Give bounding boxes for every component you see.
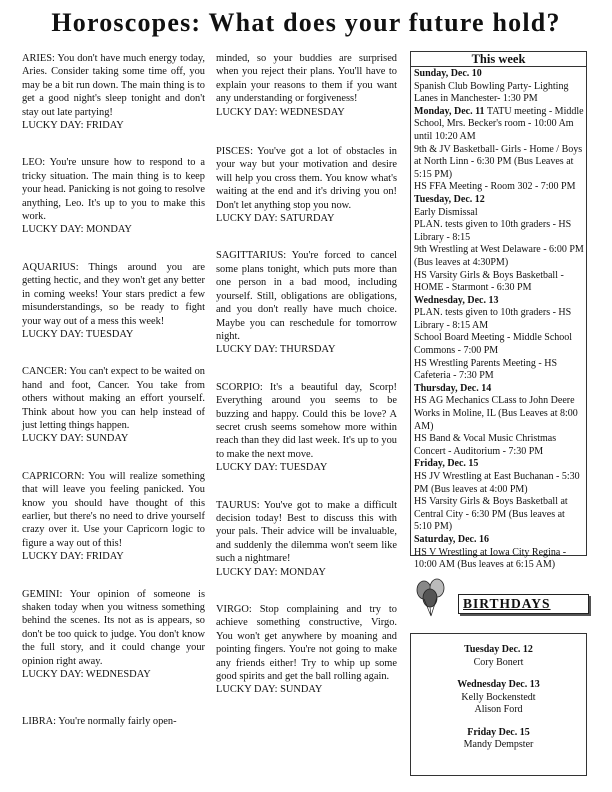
week-event: HS Band & Vocal Music Christmas Concert - Auditorium - 7:30 PM xyxy=(414,433,557,457)
lucky-day: LUCKY DAY: WEDNESDAY xyxy=(22,669,151,681)
horoscope-text: GEMINI: Your opinion of someone is shaken today when you witness something behind the scenes. Its not as is appears, so don't be too quick to judge. You don't know the full story, and it could change your opinion right away. xyxy=(22,588,205,667)
horoscope-text-libra-start: LIBRA: You're normally fairly open- xyxy=(22,716,177,728)
lucky-day: LUCKY DAY: TUESDAY xyxy=(216,462,328,474)
birthday-name: Cory Bonert xyxy=(473,656,524,668)
week-event: HS Varsity Girls & Boys Basketball at Central City - 6:30 PM (Bus leaves at 5:10 PM) xyxy=(414,496,568,533)
horoscope-text: TAURUS: You've got to make a difficult decision today! Best to discuss this with your pals. Their advice will be invaluable, and suddenly the dilemma won't seem like such a nightmare! xyxy=(216,499,397,565)
horoscope-column-right xyxy=(216,52,397,721)
week-event: HS Varsity Girls & Boys Basketball - HOME - Starmont - 6:30 PM xyxy=(414,269,564,294)
lucky-day: LUCKY DAY: SATURDAY xyxy=(216,213,335,225)
balloons-icon xyxy=(410,578,454,620)
lucky-day: LUCKY DAY: FRIDAY xyxy=(22,120,124,132)
horoscope-entry xyxy=(22,588,205,682)
birthday-date: Tuesday Dec. 12 xyxy=(464,644,533,655)
birthday-date: Friday Dec. 15 xyxy=(467,726,530,738)
week-event: Spanish Club Bowling Party- Lighting Lanes in Manchester- 1:30 PM xyxy=(414,80,569,105)
birthday-name: Mandy Dempster xyxy=(463,739,534,750)
week-day xyxy=(414,106,584,144)
week-event: 9th Wrestling at West Delaware - 6:00 PM (Bus leaves at 4:30PM) xyxy=(414,244,584,268)
horoscope-entry xyxy=(216,52,397,119)
birthday-group xyxy=(411,679,586,717)
birthdays-heading-text: BIRTHDAYS xyxy=(463,596,551,611)
week-event: HS Wrestling Parents Meeting - HS Cafeteria - 7:30 PM xyxy=(414,357,558,382)
week-day xyxy=(414,534,584,547)
horoscope-entry xyxy=(216,249,397,356)
horoscope-entry xyxy=(216,603,397,697)
horoscope-entry xyxy=(22,52,205,132)
horoscope-text: SCORPIO: It's a beautiful day, Scorp! Everything around you seems to be buzzing and happy. Could this be love? A secret crush seems somehow more within reach than they did last week. It's up to you to make the next move. xyxy=(216,381,397,460)
horoscope-entry xyxy=(22,365,205,445)
this-week-heading: This week xyxy=(411,52,586,67)
week-day xyxy=(414,68,584,81)
horoscope-text: VIRGO: Stop complaining and try to achieve something constructive, Virgo. You won't get anywhere by moaning and pointing fingers. You're not going to make any friends either! Try to whip up some good spirits and get the ball rolling again. xyxy=(216,604,397,683)
horoscope-column-left xyxy=(22,52,205,729)
week-day-label: Sunday, Dec. 10 xyxy=(414,68,482,79)
horoscope-entry xyxy=(216,499,397,579)
week-event: HS V Wrestling at Iowa City Regina - 10:00 AM (Bus leaves at 6:15 AM) xyxy=(414,546,567,571)
horoscope-text: ARIES: You don't have much energy today, Aries. Consider taking some time off, you may be a bit run down. The main thing is to get a good night's sleep tonight and don't stay out late partying! xyxy=(22,53,205,118)
week-event: School Board Meeting - Middle School Commons - 7:00 PM xyxy=(414,332,573,357)
horoscope-entry xyxy=(22,261,205,341)
lucky-day: LUCKY DAY: FRIDAY xyxy=(22,551,124,563)
birthday-group xyxy=(411,727,586,752)
birthdays-box xyxy=(410,633,587,776)
birthday-name: Alison Ford xyxy=(474,704,523,715)
horoscope-text-libra-rest: minded, so your buddies are surprised when you reject their plans. You'll have to explain your reasons to them if you want any understanding or forgiveness! xyxy=(216,53,397,105)
lucky-day: LUCKY DAY: SUNDAY xyxy=(22,433,129,445)
horoscope-entry xyxy=(216,381,397,475)
birthdays-banner xyxy=(410,588,585,616)
week-event: 9th & JV Basketball- Girls - Home / Boys at North Linn - 6:30 PM (Bus Leaves at 5:15 PM) xyxy=(414,143,583,180)
lucky-day: LUCKY DAY: MONDAY xyxy=(216,566,326,578)
week-day xyxy=(414,295,584,308)
week-event: HS JV Wrestling at East Buchanan - 5:30 PM (Bus leaves at 4:00 PM) xyxy=(414,471,580,495)
birthday-date: Wednesday Dec. 13 xyxy=(457,679,540,690)
horoscope-text: AQUARIUS: Things around you are getting hectic, and they won't get any better in coming weeks! Your stars predict a few misunderstandings, so be ready to fight your way out of a mess this week! xyxy=(22,261,205,327)
lucky-day: LUCKY DAY: TUESDAY xyxy=(22,328,134,340)
lucky-day: LUCKY DAY: THURSDAY xyxy=(216,344,336,356)
horoscope-text: CAPRICORN: You will realize something that will leave you feeling panicked. You know you should have thought of this earlier, but there's no need to drive yourself crazy over it. Use your Capricorn logic to figure a way out of this! xyxy=(22,470,205,549)
week-day-label: Saturday, Dec. 16 xyxy=(414,533,489,545)
week-day xyxy=(414,194,584,207)
lucky-day: LUCKY DAY: SUNDAY xyxy=(216,684,323,696)
week-day-label: Wednesday, Dec. 13 xyxy=(414,294,499,306)
week-event: PLAN. tests given to 10th graders - HS Library - 8:15 AM xyxy=(414,307,572,331)
horoscope-text: SAGITTARIUS: You're forced to cancel some plans tonight, which puts more than one person in a bad mood, including yourself. Still, obligations are obligations, and you don't really have much choice. Maybe you can reschedule for tomorrow night. xyxy=(216,250,397,342)
page-title: Horoscopes: What does your future hold? xyxy=(51,8,561,37)
this-week-events xyxy=(411,68,586,572)
week-event: TATU meeting - Middle School, Mrs. Becker's room - 10:00 Am until 10:20 AM xyxy=(414,105,584,142)
week-day xyxy=(414,383,584,396)
this-week-box xyxy=(410,51,587,571)
week-day-label: Monday, Dec. 11 xyxy=(414,105,485,117)
horoscope-entry xyxy=(22,470,205,564)
birthday-group xyxy=(411,644,586,669)
horoscope-text: LEO: You're unsure how to respond to a tricky situation. The main thing is to keep your head. Panicking is not going to resolve anything, Leo. It's up to you to make this work. xyxy=(22,157,205,223)
week-day-label: Tuesday, Dec. 12 xyxy=(414,193,485,205)
lucky-day: LUCKY DAY: WEDNESDAY xyxy=(216,106,345,118)
horoscope-text: PISCES: You've got a lot of obstacles in your way but your motivation and desire will help you cross them. You know what's waiting at the end and it's driving you on! Don't let anything stop you now. xyxy=(216,146,397,211)
week-day-label: Thursday, Dec. 14 xyxy=(414,382,492,394)
horoscope-entry xyxy=(22,156,205,236)
birthday-name: Kelly Bockenstedt xyxy=(461,691,536,703)
week-event: PLAN. tests given to 10th graders - HS Library - 8:15 xyxy=(414,219,572,243)
lucky-day: LUCKY DAY: MONDAY xyxy=(22,224,132,236)
horoscope-text: CANCER: You can't expect to be waited on hand and foot, Cancer. You take from others without making an effort yourself. Think about how you can help instead of just letting things happen. xyxy=(22,366,205,431)
week-event: HS AG Mechanics CLass to John Deere Works in Moline, IL (Bus Leaves at 8:00 AM) xyxy=(414,395,578,432)
birthdays-heading xyxy=(458,594,589,614)
week-day xyxy=(414,458,584,471)
horoscope-entry xyxy=(216,145,397,225)
week-event: HS FFA Meeting - Room 302 - 7:00 PM xyxy=(414,181,576,193)
week-day-label: Friday, Dec. 15 xyxy=(414,458,479,470)
week-event: Early Dismissal xyxy=(414,206,478,218)
